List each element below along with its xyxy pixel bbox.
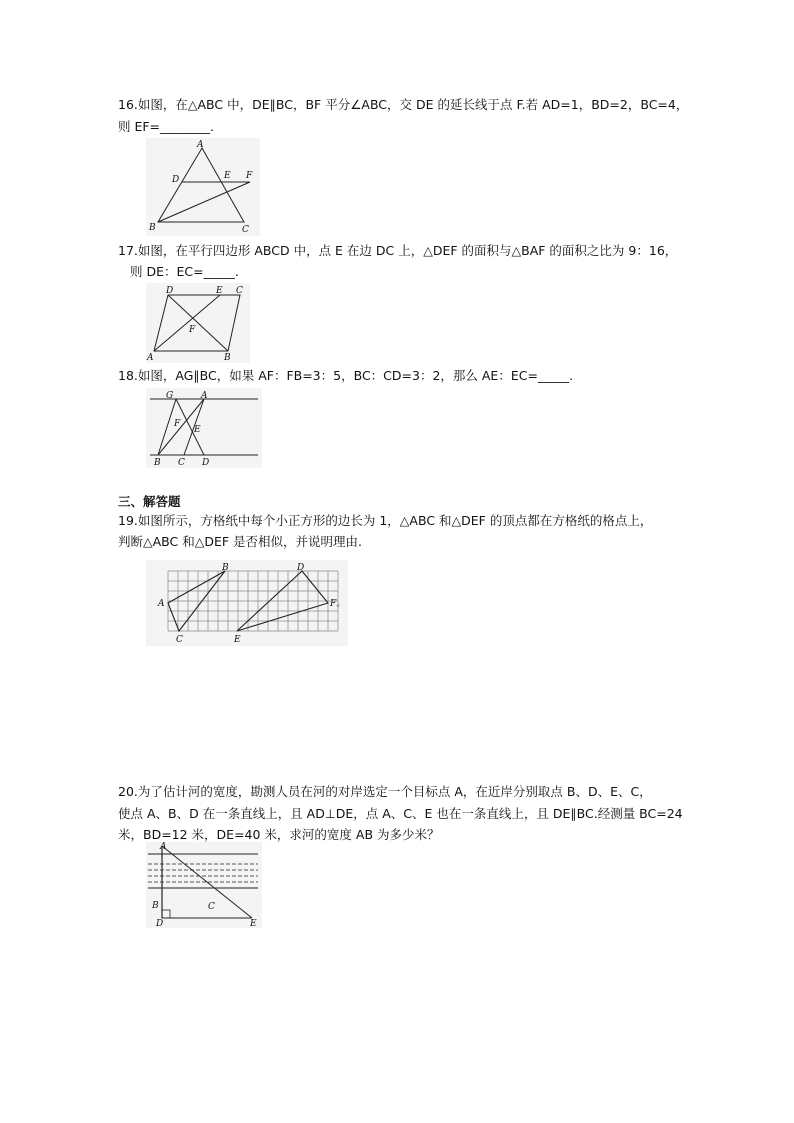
q16-line1: 16.如图，在△ABC 中，DE∥BC，BF 平分∠ABC，交 DE 的延长线于点 F.若 AD=1，BD=2，BC=4， [118, 97, 689, 112]
q16-figure-background [146, 138, 260, 236]
q18-label-g: G [166, 391, 174, 401]
q19-label-c: C [176, 635, 183, 645]
q18-label-b: B [154, 458, 161, 468]
q17-label-c: C [236, 286, 243, 296]
q20-line1: 20.为了估计河的宽度，勘测人员在河的对岸选定一个目标点 A，在近岸分别取点 B、D、E、C， [118, 784, 652, 799]
q17-label-f: F [189, 325, 196, 335]
q16-label-b: B [149, 223, 156, 233]
q20-label-c: C [208, 902, 215, 912]
q19-label-a: A [158, 599, 165, 609]
q16-label-d: D [172, 175, 180, 185]
q18-parallel-lines-figure [146, 388, 262, 468]
q18-label-a: A [201, 391, 208, 401]
q20-label-a: A [160, 842, 167, 852]
q18-label-c: C [178, 458, 185, 468]
q17-label-d: D [166, 286, 174, 296]
q17-label-e: E [216, 286, 223, 296]
q19-label-f: F。 [330, 599, 346, 609]
q17-parallelogram-figure [146, 283, 250, 363]
q16-label-f: F [246, 171, 253, 181]
q19-line2: 判断△ABC 和△DEF 是否相似，并说明理由. [118, 534, 362, 549]
q20-figure-background [146, 842, 262, 928]
q17-label-b: B [224, 353, 231, 363]
q19-grid-figure [146, 560, 348, 646]
q16-label-a: A [197, 140, 204, 150]
q20-label-d: D [156, 919, 164, 928]
q17-line1: 17.如图，在平行四边形 ABCD 中，点 E 在边 DC 上，△DEF 的面积与△BAF 的面积之比为 9：16， [118, 243, 678, 258]
q16-label-c: C [242, 225, 249, 235]
q19-label-b: B [222, 563, 229, 573]
q18-label-d: D [202, 458, 210, 468]
q19-label-e: E [234, 635, 241, 645]
section-title: 三、解答题 [118, 494, 181, 509]
q17-label-a: A [147, 353, 154, 363]
q19-label-d: D [297, 563, 305, 573]
q16-line2: 则 EF=________. [118, 119, 215, 134]
q20-line3: 米，BD=12 米，DE=40 米，求河的宽度 AB 为多少米？ [118, 827, 440, 842]
q16-triangle-figure [146, 138, 260, 236]
q17-line2: 则 DE：EC=_____. [130, 264, 239, 279]
q18-line1: 18.如图，AG∥BC，如果 AF：FB=3：5，BC：CD=3：2，那么 AE：EC=_____. [118, 368, 574, 383]
q20-label-b: B [152, 901, 159, 911]
q19-line1: 19.如图所示，方格纸中每个小正方形的边长为 1，△ABC 和△DEF 的顶点都在方格纸的格点上， [118, 513, 653, 528]
q18-label-f: F [174, 419, 181, 429]
q16-label-e: E [224, 171, 231, 181]
q20-river-figure [146, 842, 262, 928]
q18-label-e: E [194, 425, 201, 435]
q20-line2: 使点 A、B、D 在一条直线上，且 AD⊥DE，点 A、C、E 也在一条直线上，且 DE∥BC.经测量 BC=24 [118, 806, 683, 821]
q20-label-e: E [250, 919, 257, 928]
